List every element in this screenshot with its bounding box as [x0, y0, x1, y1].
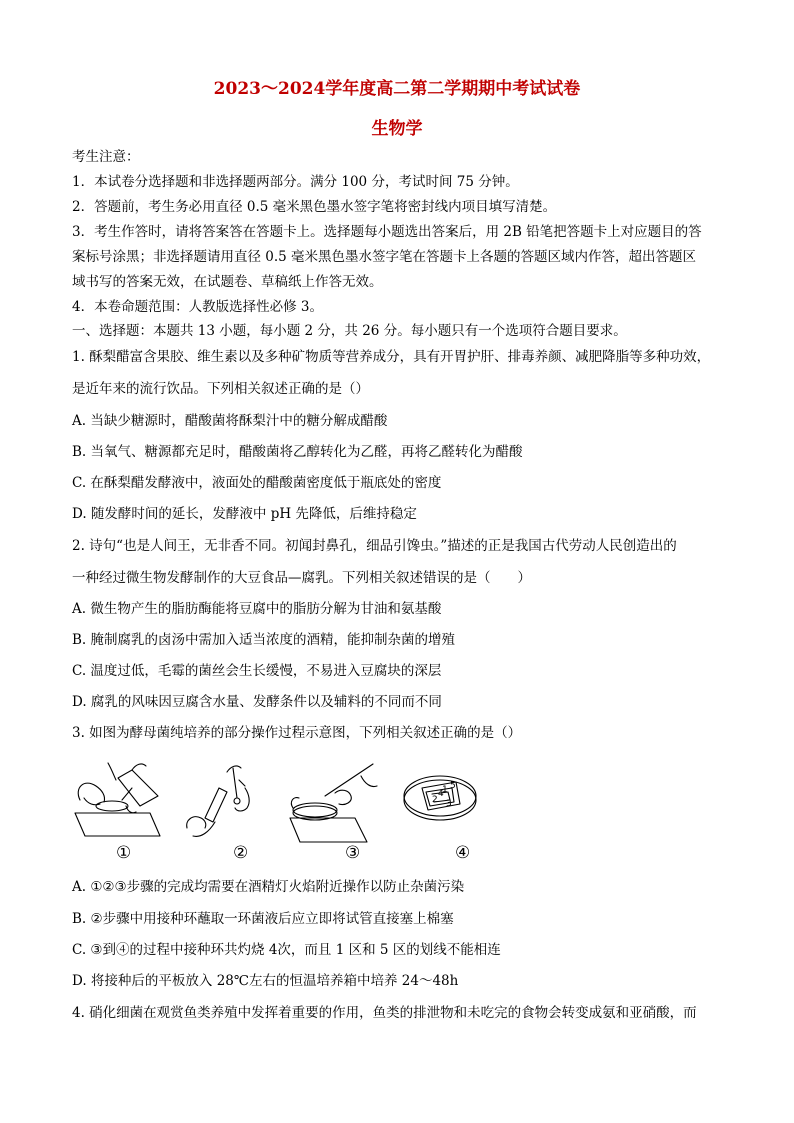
question-1-option-a: A. 当缺少糖源时，醋酸菌将酥梨汁中的糖分解成醋酸 — [72, 413, 388, 429]
question-2-stem: 2. 诗句“也是人间王，无非香不同。初闻封鼻孔，细品引馋虫。”描述的正是我国古代劳动人民创造出的 — [72, 538, 677, 554]
dish-zone-3: 3 — [446, 799, 452, 809]
dish-zone-2: 2 — [432, 795, 438, 805]
figure-label-4: ④ — [455, 843, 471, 863]
notice-item: 4．本卷命题范围：人教版选择性必修 3。 — [72, 299, 323, 315]
question-3-option-a: A. ①②③步骤的完成均需要在酒精灯火焰附近操作以防止杂菌污染 — [72, 879, 465, 895]
notice-item: 域书写的答案无效，在试题卷、草稿纸上作答无效。 — [72, 274, 383, 290]
question-2-option-a: A. 微生物产生的脂肪酶能将豆腐中的脂肪分解为甘油和氨基酸 — [72, 601, 442, 617]
question-1-stem: 1. 酥梨醋富含果胶、维生素以及多种矿物质等营养成分，具有开胃护肝、排毒养颜、减肥降脂等多种功效， — [72, 349, 711, 365]
question-2-option-d: D. 腐乳的风味因豆腐含水量、发酵条件以及辅料的不同而不同 — [72, 694, 442, 710]
step1-illustration — [75, 763, 160, 836]
question-2-stem: 一种经过微生物发酵制作的大豆食品—腐乳。下列相关叙述错误的是（ ） — [72, 570, 531, 586]
step3-illustration — [290, 764, 377, 842]
question-3-stem: 3. 如图为酵母菌纯培养的部分操作过程示意图，下列相关叙述正确的是（） — [72, 725, 522, 741]
figure-label-2: ② — [233, 843, 249, 863]
dish-zone-4: 4 — [438, 789, 444, 799]
notice-item: 案标号涂黑；非选择题请用直径 0.5 毫米黑色墨水签字笔在答题卡上各题的答题区域内作答，超出答题区 — [72, 249, 697, 265]
yeast-culture-figure — [70, 758, 490, 868]
question-2-option-c: C. 温度过低，毛霉的菌丝会生长缓慢，不易进入豆腐块的深层 — [72, 663, 442, 679]
question-1-stem: 是近年来的流行饮品。下列相关叙述正确的是（） — [72, 381, 369, 397]
notice-item: 1．本试卷分选择题和非选择题两部分。满分 100 分，考试时间 75 分钟。 — [72, 174, 519, 190]
dish-zone-5: 5 — [450, 781, 456, 791]
dish-zone-1: 1 — [442, 785, 448, 795]
question-3-option-b: B. ②步骤中用接种环蘸取一环菌液后应立即将试管直接塞上棉塞 — [72, 911, 454, 927]
question-3-option-d: D. 将接种后的平板放入 28℃左右的恒温培养箱中培养 24～48h — [72, 973, 459, 989]
notice-item: 2．答题前，考生务必用直径 0.5 毫米黑色墨水签字笔将密封线内项目填写清楚。 — [72, 199, 557, 215]
step2-illustration — [187, 766, 249, 836]
notice-item: 3．考生作答时，请将答案答在答题卡上。选择题每小题选出答案后，用 2B 铅笔把答题卡上对应题目的答 — [72, 224, 702, 240]
question-4-stem: 4. 硝化细菌在观赏鱼类养殖中发挥着重要的作用，鱼类的排泄物和未吃完的食物会转变成氨和亚硝酸，而 — [72, 1005, 697, 1021]
figure-label-1: ① — [116, 843, 132, 863]
figure-label-3: ③ — [345, 843, 361, 863]
section-heading: 一、选择题：本题共 13 小题，每小题 2 分，共 26 分。每小题只有一个选项符合题目要求。 — [72, 323, 627, 339]
question-2-option-b: B. 腌制腐乳的卤汤中需加入适当浓度的酒精，能抑制杂菌的增殖 — [72, 632, 456, 648]
question-3-option-c: C. ③到④的过程中接种环共灼烧 4次，而且 1 区和 5 区的划线不能相连 — [72, 942, 501, 958]
question-1-option-d: D. 随发酵时间的延长，发酵液中 pH 先降低，后维持稳定 — [72, 506, 417, 522]
subject-title: 生物学 — [371, 119, 423, 139]
notice-heading: 考生注意： — [72, 149, 140, 165]
exam-title: 2023～2024学年度高二第二学期期中考试试卷 — [213, 79, 581, 99]
question-1-option-b: B. 当氧气、糖源都充足时，醋酸菌将乙醇转化为乙醛，再将乙醛转化为醋酸 — [72, 444, 523, 460]
question-1-option-c: C. 在酥梨醋发酵液中，液面处的醋酸菌密度低于瓶底处的密度 — [72, 475, 442, 491]
